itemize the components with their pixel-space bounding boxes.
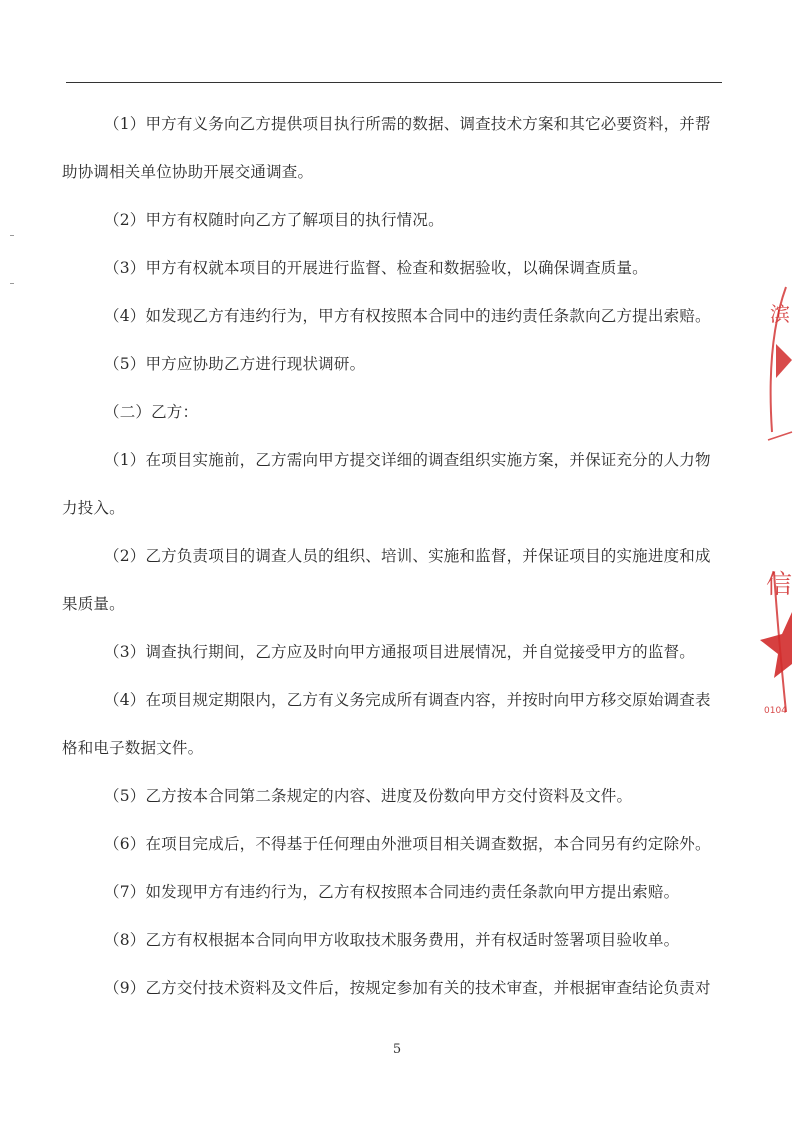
section-heading-yi: （二）乙方： bbox=[104, 403, 199, 421]
obligation-yi-9: （9）乙方交付技术资料及文件后，按规定参加有关的技术审查，并根据审查结论负责对 bbox=[104, 979, 711, 997]
obligation-jia-3: （3）甲方有权就本项目的开展进行监督、检查和数据验收，以确保调查质量。 bbox=[104, 259, 648, 277]
scan-mark bbox=[10, 235, 14, 236]
obligation-yi-4: （4）在项目规定期限内，乙方有义务完成所有调查内容，并按时向甲方移交原始调查表格和电子数据文件。 bbox=[62, 691, 711, 757]
seal-code-fragment: 0104 bbox=[764, 706, 787, 716]
scan-mark bbox=[10, 283, 14, 284]
red-seal bbox=[756, 282, 794, 752]
obligation-yi-5: （5）乙方按本合同第二条规定的内容、进度及份数向甲方交付资料及文件。 bbox=[104, 787, 633, 805]
seal-graphic bbox=[756, 282, 794, 752]
document-body bbox=[62, 100, 722, 1012]
obligation-jia-4: （4）如发现乙方有违约行为，甲方有权按照本合同中的违约责任条款向乙方提出索赔。 bbox=[104, 307, 711, 325]
obligation-jia-2: （2）甲方有权随时向乙方了解项目的执行情况。 bbox=[104, 211, 444, 229]
obligation-yi-6: （6）在项目完成后，不得基于任何理由外泄项目相关调查数据，本合同另有约定除外。 bbox=[104, 835, 711, 853]
obligation-yi-1: （1）在项目实施前，乙方需向甲方提交详细的调查组织实施方案，并保证充分的人力物力投入。 bbox=[62, 451, 711, 517]
header-rule bbox=[66, 82, 722, 83]
seal-character-top: 滨 bbox=[770, 302, 790, 326]
obligation-yi-3: （3）调查执行期间，乙方应及时向甲方通报项目进展情况，并自觉接受甲方的监督。 bbox=[104, 643, 695, 661]
obligation-jia-1: （1）甲方有义务向乙方提供项目执行所需的数据、调查技术方案和其它必要资料，并帮助协调相关单位协助开展交通调查。 bbox=[62, 115, 711, 181]
obligation-yi-8: （8）乙方有权根据本合同向甲方收取技术服务费用，并有权适时签署项目验收单。 bbox=[104, 931, 680, 949]
obligation-yi-7: （7）如发现甲方有违约行为，乙方有权按照本合同违约责任条款向甲方提出索赔。 bbox=[104, 883, 680, 901]
obligation-yi-2: （2）乙方负责项目的调查人员的组织、培训、实施和监督，并保证项目的实施进度和成果质量。 bbox=[62, 547, 711, 613]
seal-character-middle: 信 bbox=[766, 570, 793, 600]
obligation-jia-5: （5）甲方应协助乙方进行现状调研。 bbox=[104, 355, 366, 373]
page-number: 5 bbox=[392, 1042, 402, 1057]
